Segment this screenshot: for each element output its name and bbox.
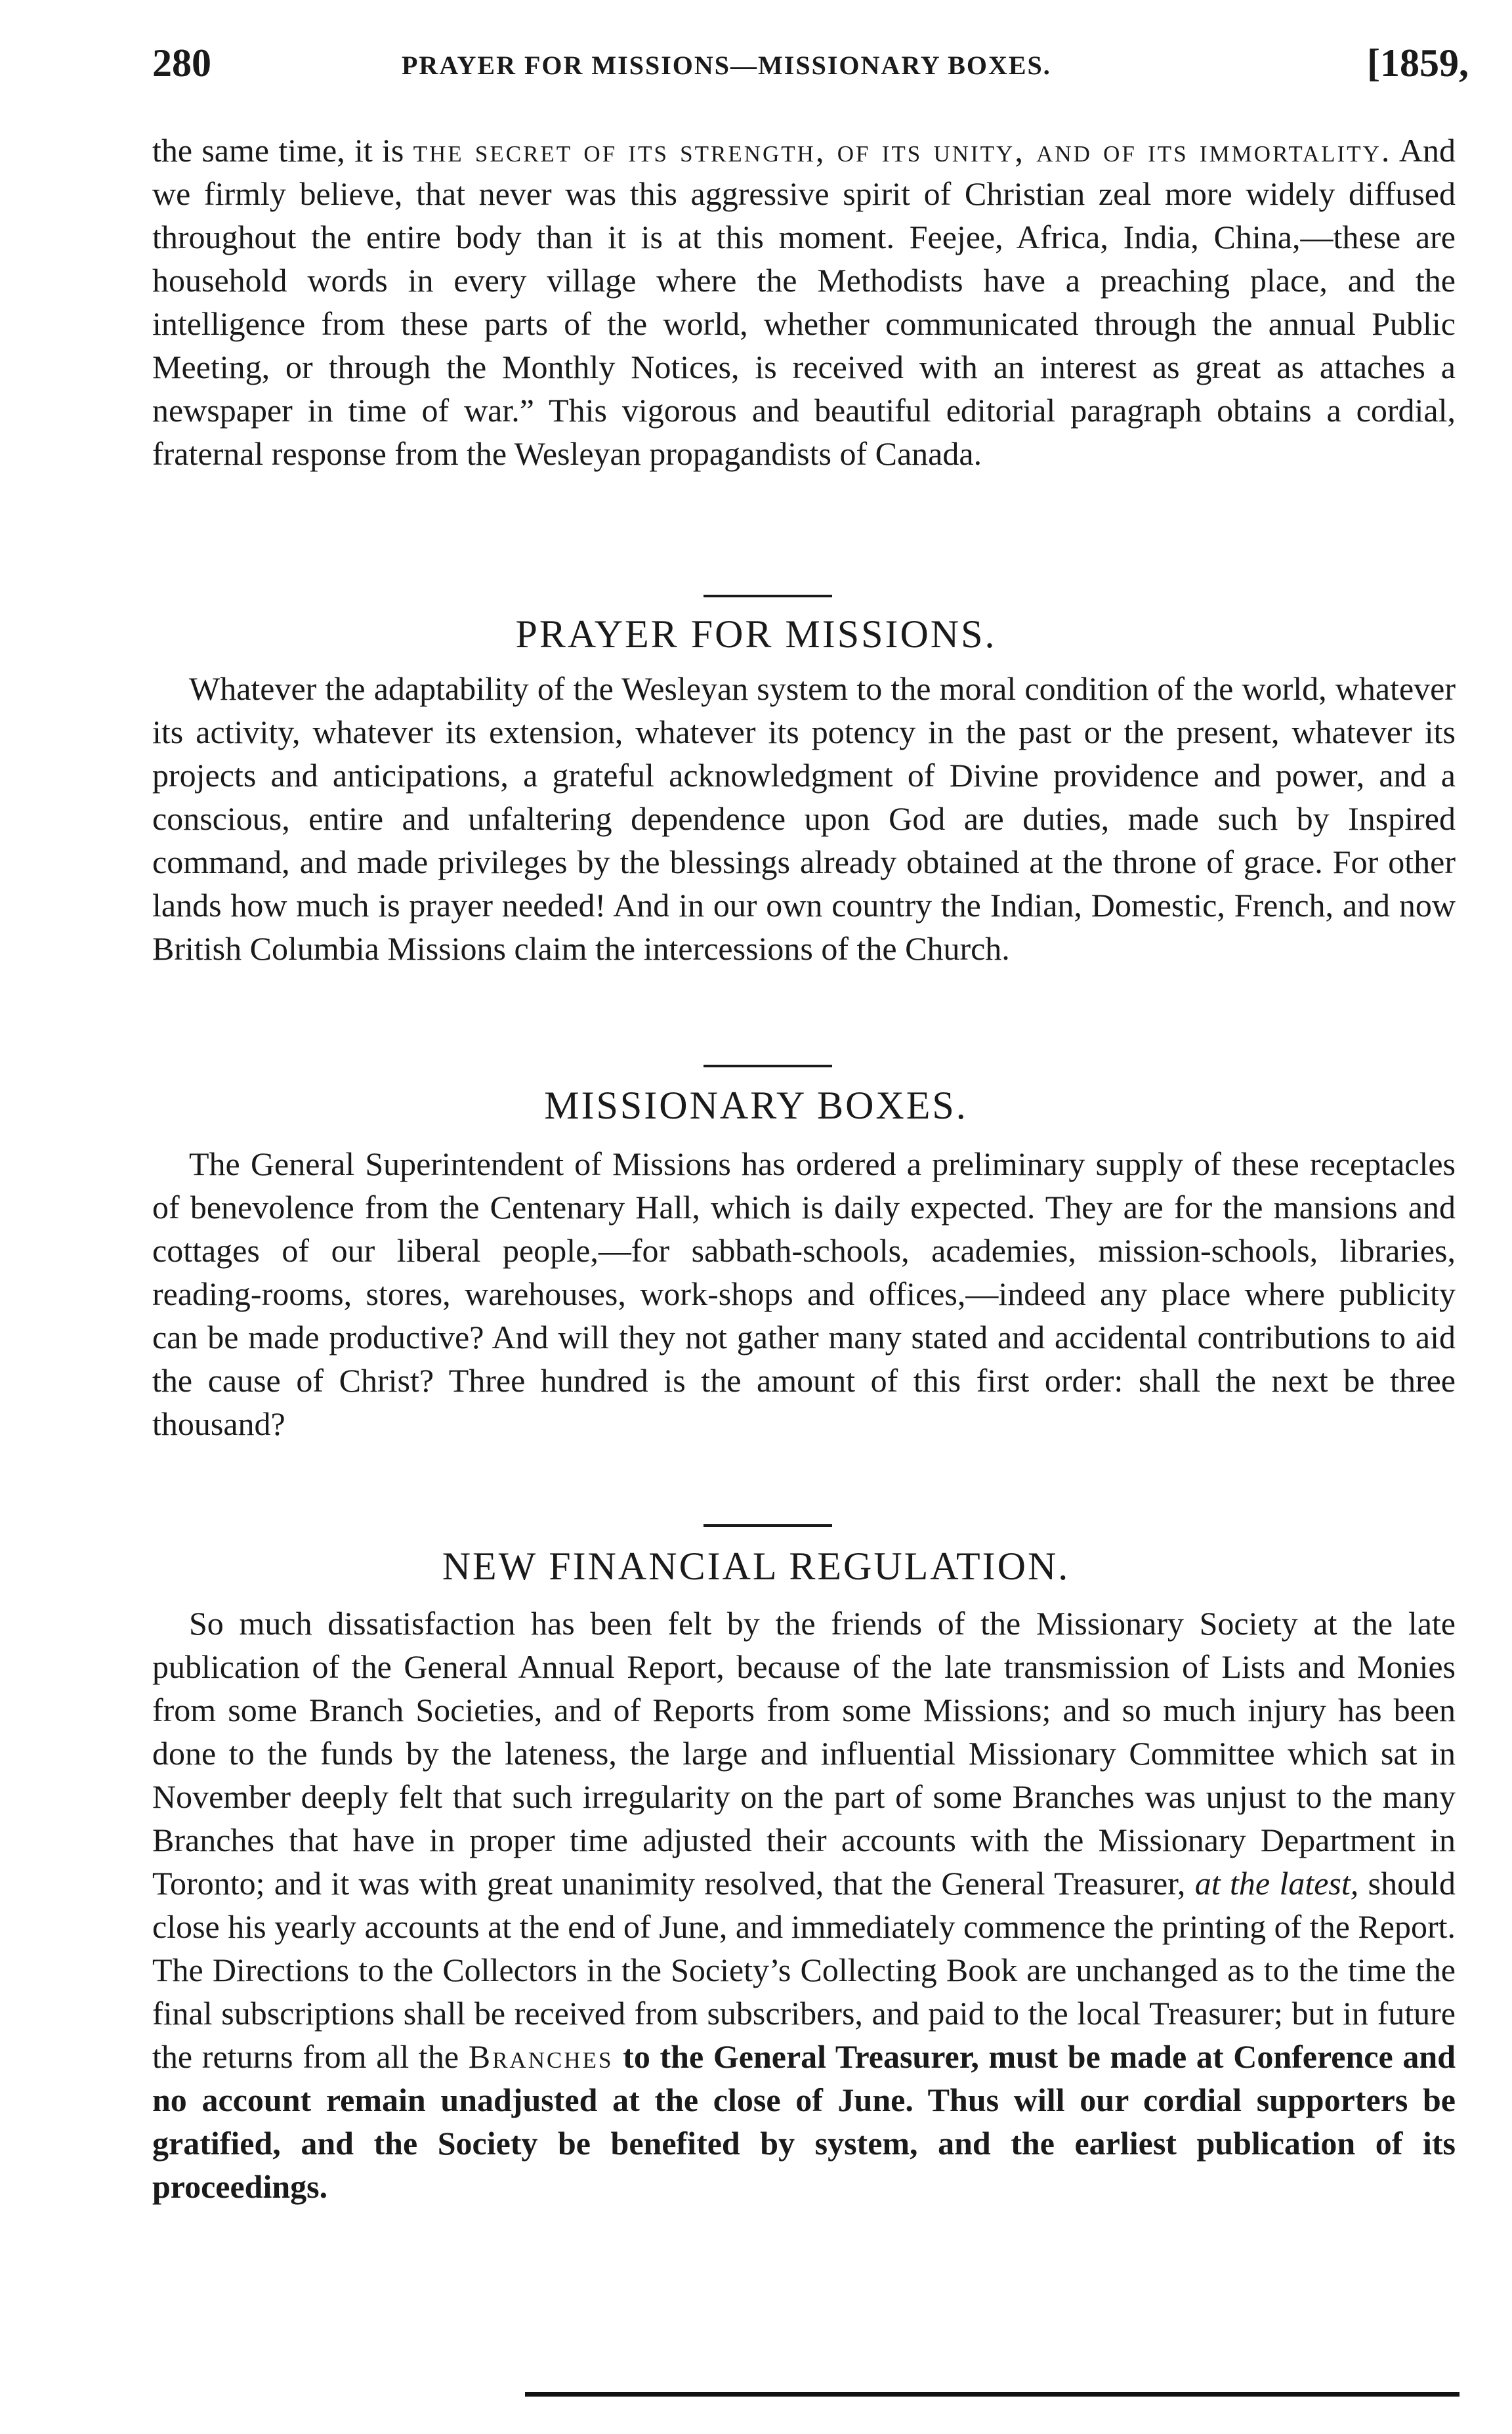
section-divider [704, 1065, 832, 1067]
regulation-text-1: So much dissatisfaction has been felt by the friends of the Missionary Society at the late publication of the General Annual Report, because of the late transmission of Lists and Monies from some Branch Societies, and of Reports from some Missions; and so much injury has been done to the funds by the lateness, the large and influential Missionary Committee which sat in November deeply felt that such irregularity on the part of some Branches was unjust to the many Branches that have in proper time adjusted their accounts with the Missionary Department in Toronto; and it was with great unanimity resolved, that the General Treasurer, [152, 1605, 1456, 1902]
prayer-paragraph [152, 667, 1456, 970]
page-number: 280 [152, 41, 211, 85]
heading-prayer-for-missions: PRAYER FOR MISSIONS. [515, 612, 997, 656]
boxes-paragraph [152, 1142, 1456, 1445]
running-year: [1859, [1367, 41, 1469, 85]
heading-missionary-boxes: MISSIONARY BOXES. [544, 1084, 968, 1127]
heading-new-financial-regulation: NEW FINANCIAL REGULATION. [442, 1545, 1070, 1588]
intro-text-start: the same time, it is [152, 132, 413, 169]
regulation-text-2: should close his yearly accounts at the end of June, and immediately commence the printing of the Report. The Directions to the Collectors in the Society’s Collecting Book are unchanged as to the time the final subscriptions shall be received from subscribers, and paid to the local Treasurer; but in future the returns from all the [152, 1865, 1456, 2075]
intro-small-caps: the secret of its strength, of its unity, and of its immortality. [413, 132, 1392, 169]
running-head [152, 41, 1511, 93]
boxes-text: The General Superintendent of Missions has ordered a preliminary supply of these receptacles of benevolence from the Centenary Hall, which is daily expected. They are for the mansions and cottages of our liberal people,—for sabbath-schools, academies, mission-schools, libraries, reading-rooms, stores, warehouses, work-shops and offices,—indeed any place where publicity can be made productive? And will they not gather many stated and accidental contributions to aid the cause of Christ? Three hundred is the amount of this first order: shall the next be three thousand? [152, 1145, 1456, 1442]
regulation-paragraph [152, 1602, 1456, 2208]
regulation-italic-text: at the latest, [1194, 1865, 1359, 1902]
regulation-text-3: to the General Treasurer, must be made at Conference and no account remain unadjusted at the close of June. Thus will our cordial supporters be gratified, and the Society be benefited by system, and the earliest publication of its proceedings. [152, 2038, 1456, 2205]
bottom-rule [525, 2392, 1460, 2397]
intro-text-rest: And we firmly believe, that never was this aggressive spirit of Christian zeal more widely diffused throughout the entire body than it is at this moment. Feejee, Africa, India, China,—these are household words in every village where the Methodists have a preaching place, and the intelligence from these parts of the world, whether communicated through the annual Public Meeting, or through the Monthly Notices, is received with an interest as great as attaches a newspaper in time of war.” This vigorous and beautiful editorial paragraph obtains a cordial, fraternal response from the Wesleyan propagandists of Canada. [152, 132, 1456, 472]
prayer-text: Whatever the adaptability of the Wesleyan system to the moral condition of the world, whatever its activity, whatever its extension, whatever its potency in the past or the present, whatever its projects and anticipations, a grateful acknowledgment of Divine providence and power, and a conscious, entire and unfaltering dependence upon God are duties, made such by Inspired command, and made privileges by the blessings already obtained at the throne of grace. For other lands how much is prayer needed! And in our own country the Indian, Domestic, French, and now British Columbia Missions claim the intercessions of the Church. [152, 670, 1456, 967]
intro-paragraph [152, 129, 1456, 475]
regulation-small-caps: Branches [468, 2038, 614, 2075]
section-divider [704, 1524, 832, 1527]
section-divider [704, 595, 832, 597]
running-title: PRAYER FOR MISSIONS—MISSIONARY BOXES. [402, 51, 1051, 80]
